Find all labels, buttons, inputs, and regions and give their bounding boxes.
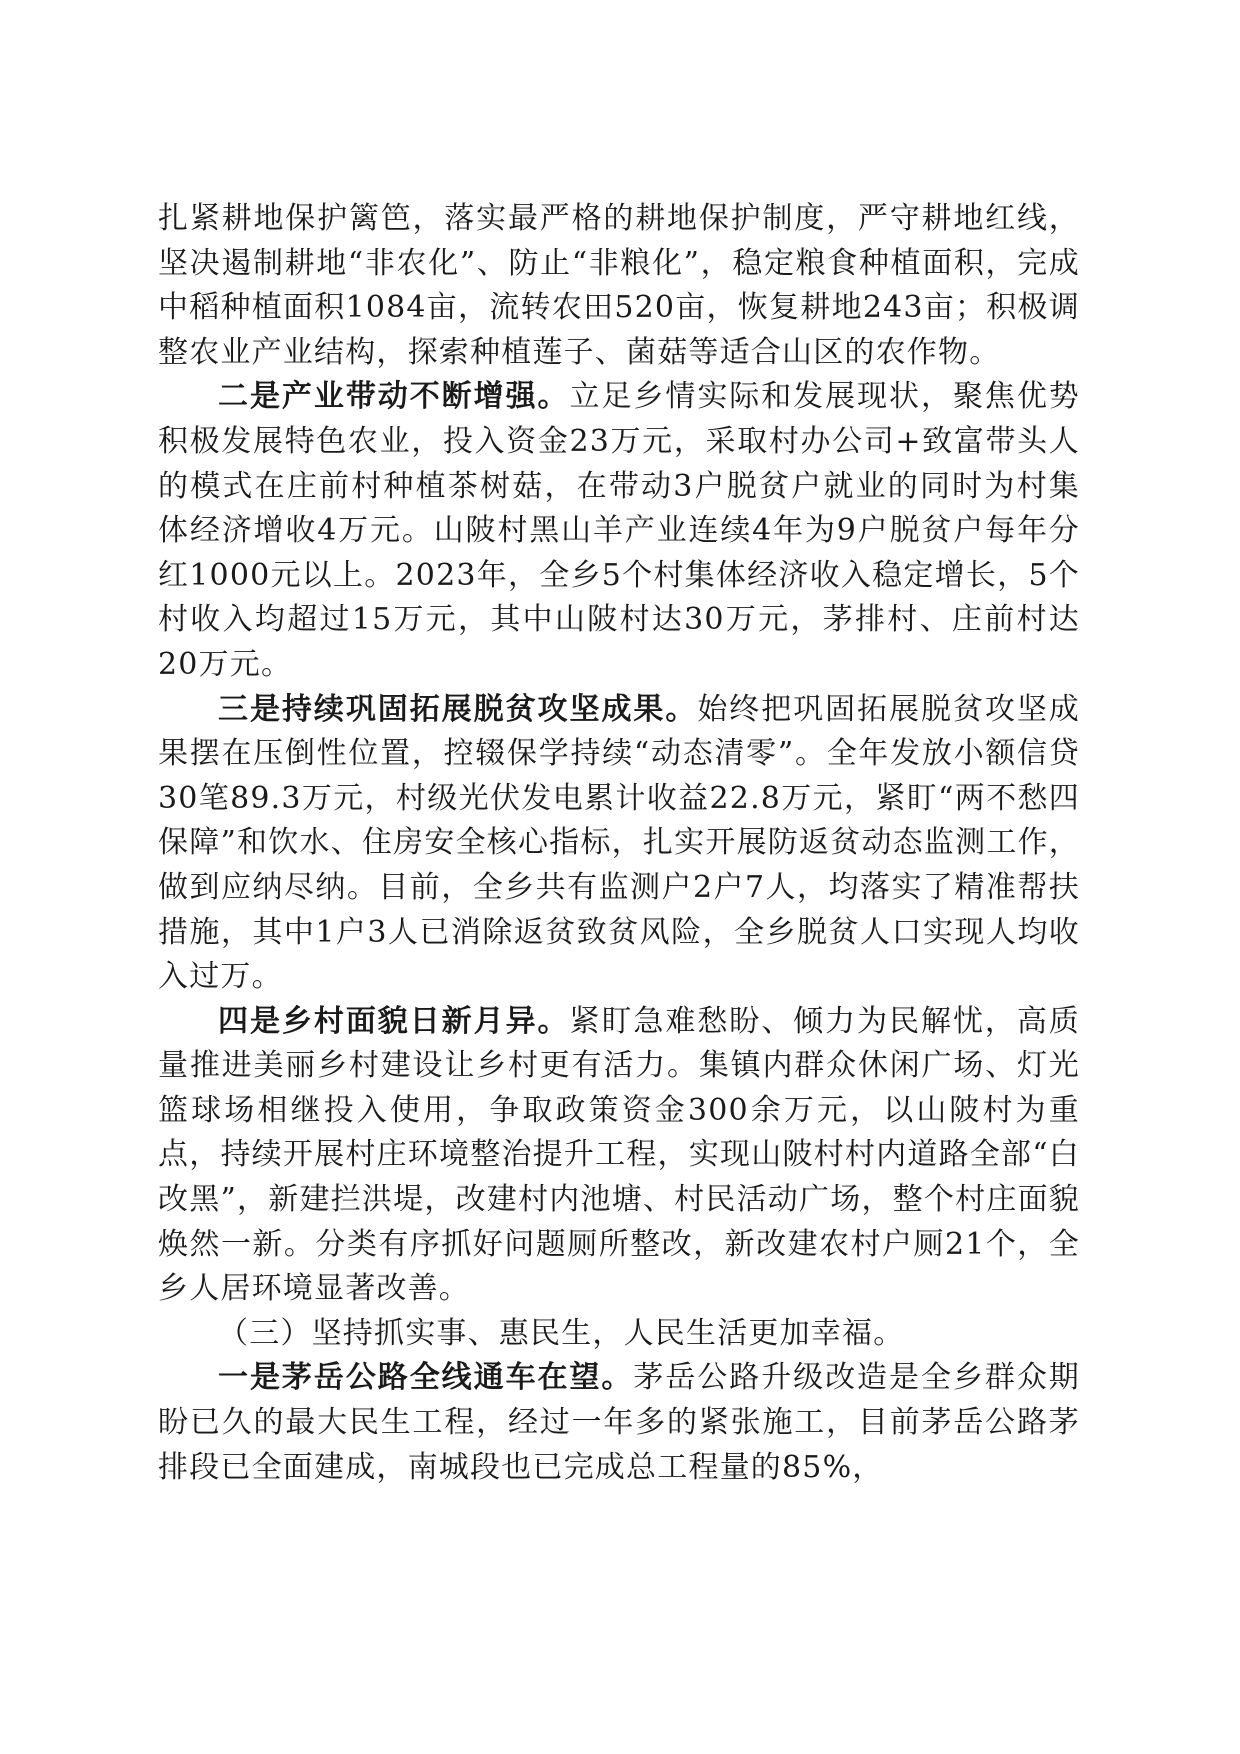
paragraph-lead: 二是产业带动不断增强。 — [218, 379, 570, 415]
document-page — [158, 197, 1080, 1490]
paragraph-text: 扎紧耕地保护篱笆，落实最严格的耕地保护制度，严守耕地红线，坚决遏制耕地“非农化”、防止“非粮化”，稳定粮食种植面积，完成中稻种植面积1084亩，流转农田520亩，恢复耕地243亩；积极调整农业产业结构，探索种植莲子、菌菇等适合山区的农作物。 — [158, 201, 1080, 370]
paragraph-farmland — [158, 197, 1080, 375]
paragraph-road — [158, 1356, 1080, 1490]
section-heading: （三）坚持抓实事、惠民生，人民生活更加幸福。 — [218, 1315, 905, 1351]
paragraph-text: 立足乡情实际和发展现状，聚焦优势积极发展特色农业，投入资金23万元，采取村办公司+致富带头人的模式在庄前村种植茶树菇，在带动3户脱贫户就业的同时为村集体经济增收4万元。山陂村黑山羊产业连续4年为9户脱贫户每年分红1000元以上。2023年，全乡5个村集体经济收入稳定增长，5个村收入均超过15万元，其中山陂村达30万元，茅排村、庄前村达20万元。 — [158, 379, 1081, 682]
paragraph-text: 始终把巩固拓展脱贫攻坚成果摆在压倒性位置，控辍保学持续“动态清零”。全年发放小额信贷30笔89.3万元，村级光伏发电累计收益22.8万元，紧盯“两不愁四保障”和饮水、住房安全核心指标，扎实开展防返贫动态监测工作，做到应纳尽纳。目前，全乡共有监测户2户7人，均落实了精准帮扶措施，其中1户3人已消除返贫致贫风险，全乡脱贫人口实现人均收入过万。 — [158, 691, 1081, 995]
paragraph-poverty — [158, 688, 1080, 1000]
paragraph-village — [158, 1000, 1080, 1312]
paragraph-industry — [158, 375, 1080, 687]
paragraph-lead: 四是乡村面貌日新月异。 — [218, 1003, 570, 1039]
paragraph-text: 紧盯急难愁盼、倾力为民解忧，高质量推进美丽乡村建设让乡村更有活力。集镇内群众休闲广场、灯光篮球场相继投入使用，争取政策资金300余万元，以山陂村为重点，持续开展村庄环境整治提升工程，实现山陂村村内道路全部“白改黑”，新建拦洪堤，改建村内池塘、村民活动广场，整个村庄面貌焕然一新。分类有序抓好问题厕所整改，新改建农村户厕21个，全乡人居环境显著改善。 — [158, 1003, 1081, 1307]
paragraph-lead: 三是持续巩固拓展脱贫攻坚成果。 — [218, 691, 698, 727]
paragraph-lead: 一是茅岳公路全线通车在望。 — [218, 1360, 634, 1396]
paragraph-text: 茅岳公路升级改造是全乡群众期盼已久的最大民生工程，经过一年多的紧张施工，目前茅岳公路茅排段已全面建成，南城段也已完成总工程量的85%， — [158, 1360, 1080, 1485]
